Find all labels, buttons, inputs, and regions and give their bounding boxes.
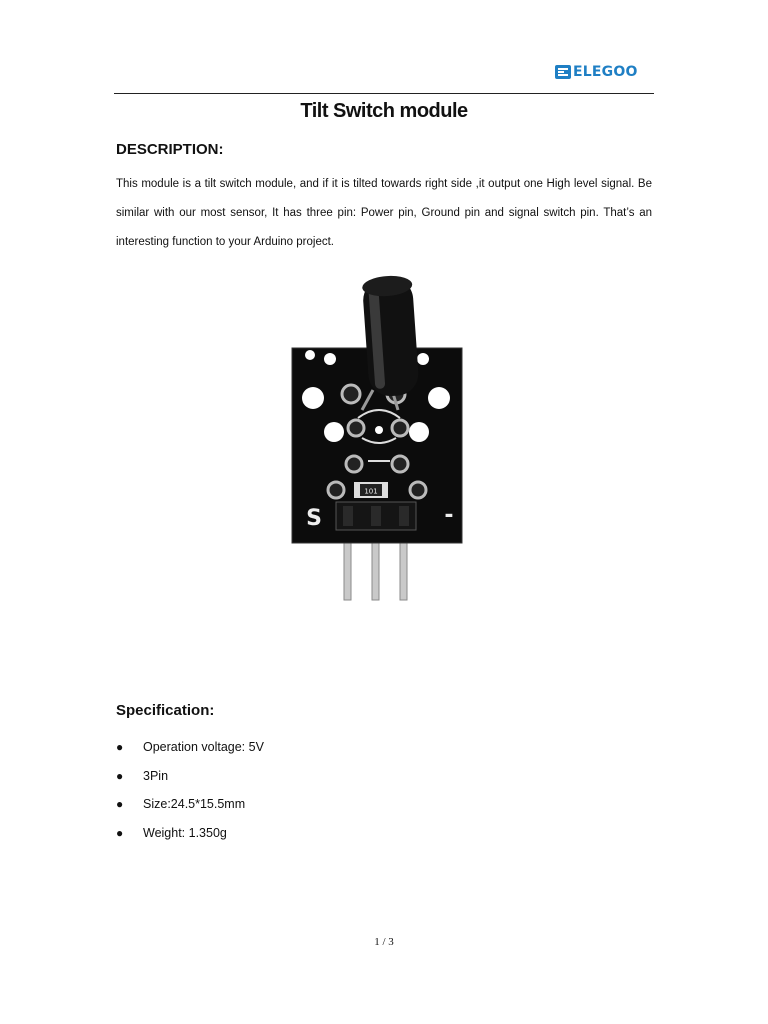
tilt-switch-module-photo — [288, 270, 468, 610]
page-title: Tilt Switch module — [300, 100, 468, 122]
specification-list — [116, 733, 264, 847]
list-item: ● 3Pin — [116, 768, 169, 783]
description-heading: DESCRIPTION: — [116, 141, 224, 158]
bullet-icon: ● — [116, 740, 124, 755]
specification-heading: Specification: — [116, 702, 215, 719]
header-rule — [114, 93, 654, 94]
list-item: ● Size:24.5*15.5mm — [116, 797, 246, 812]
elegoo-logo — [555, 64, 638, 80]
resistor-marking: 101 — [364, 487, 378, 496]
bullet-icon: ● — [116, 825, 124, 840]
board-label-minus: - — [444, 503, 454, 528]
brand-name: ELEGOO — [573, 64, 638, 80]
bullet-icon: ● — [116, 768, 124, 783]
elegoo-logo-icon — [555, 64, 571, 80]
description-text: This module is a tilt switch module, and if it is tilted towards right side ,it output one High level signal. Be similar with our most sensor, It has three pin: Power pin, Ground pin and signal switch pin. That’s an interesting function to your Arduino project. — [116, 178, 652, 248]
bullet-icon: ● — [116, 797, 124, 812]
list-item: ● Operation voltage: 5V — [116, 740, 264, 755]
board-label-s: S — [306, 506, 322, 531]
list-item: ● Weight: 1.350g — [116, 825, 227, 840]
page-number: 1 / 3 — [374, 936, 394, 948]
